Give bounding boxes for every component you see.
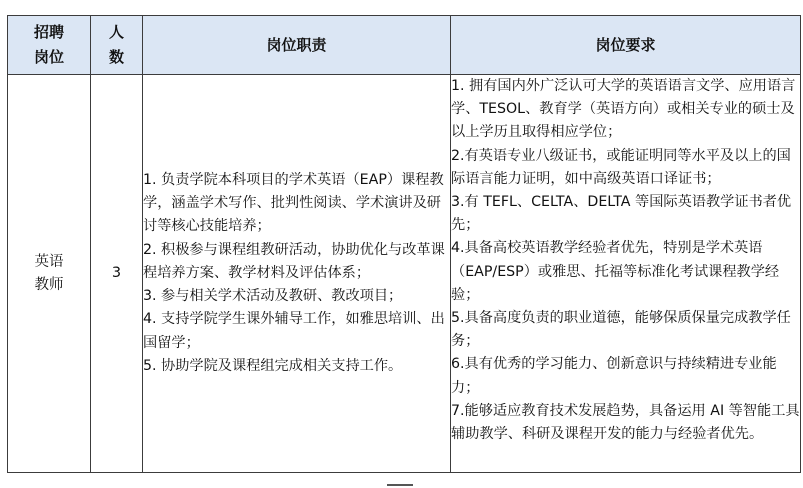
requirement-item: 6.具有优秀的学习能力、创新意识与持续精进专业能力； (451, 356, 777, 396)
requirement-item: 4.具备高校英语教学经验者优先，特别是学术英语（EAP/ESP）或雅思、托福等标准化考试课程教学经验； (451, 240, 780, 303)
header-count-line2: 数 (108, 48, 124, 66)
position-line1: 英语 (34, 253, 64, 270)
duty-item: 4. 支持学院学生课外辅导工作，如雅思培训、出国留学； (143, 311, 445, 351)
duties-cell (143, 75, 451, 473)
header-row (8, 16, 801, 75)
header-duties: 岗位职责 (143, 16, 451, 75)
page-edge-mark (387, 484, 413, 486)
table-row (8, 75, 801, 473)
requirement-item: 5.具备高度负责的职业道德，能够保质保量完成教学任务； (451, 310, 791, 350)
duty-item: 1. 负责学院本科项目的学术英语（EAP）课程教学，涵盖学术写作、批判性阅读、学术演讲及研讨等核心技能培养； (143, 172, 444, 235)
requirement-item: 7.能够适应教育技术发展趋势，具备运用 AI 等智能工具辅助教学、科研及课程开发的能力与经验者优先。 (451, 402, 800, 443)
requirement-item: 1. 拥有国内外广泛认可大学的英语语言文学、应用语言学、TESOL、教育学（英语方向）或相关专业的硕士及以上学历且取得相应学位； (451, 78, 796, 141)
count-cell (91, 75, 143, 473)
job-posting-table (7, 15, 801, 473)
position-line2: 教师 (34, 276, 64, 293)
header-count (91, 16, 143, 75)
requirements-cell (451, 75, 801, 473)
duty-item: 3. 参与相关学术活动及教研、教改项目； (143, 288, 403, 305)
requirement-item: 2.有英语专业八级证书，或能证明同等水平及以上的国际语言能力证明，如中高级英语口译证书； (451, 147, 791, 187)
header-position-line2: 岗位 (33, 48, 64, 66)
header-position-line1: 招聘 (33, 23, 64, 41)
duty-item: 2. 积极参与课程组教研活动，协助优化与改革课程培养方案、教学材料及评估体系； (143, 241, 445, 281)
duty-item: 5. 协助学院及课程组完成相关支持工作。 (143, 357, 403, 374)
requirement-item: 3.有 TEFL、CELTA、DELTA 等国际英语教学证书者优先； (451, 194, 792, 234)
header-requirements: 岗位要求 (451, 16, 801, 75)
count-value: 3 (111, 265, 122, 281)
header-position (8, 16, 91, 75)
position-cell (8, 75, 91, 473)
header-count-line1: 人 (108, 23, 124, 41)
